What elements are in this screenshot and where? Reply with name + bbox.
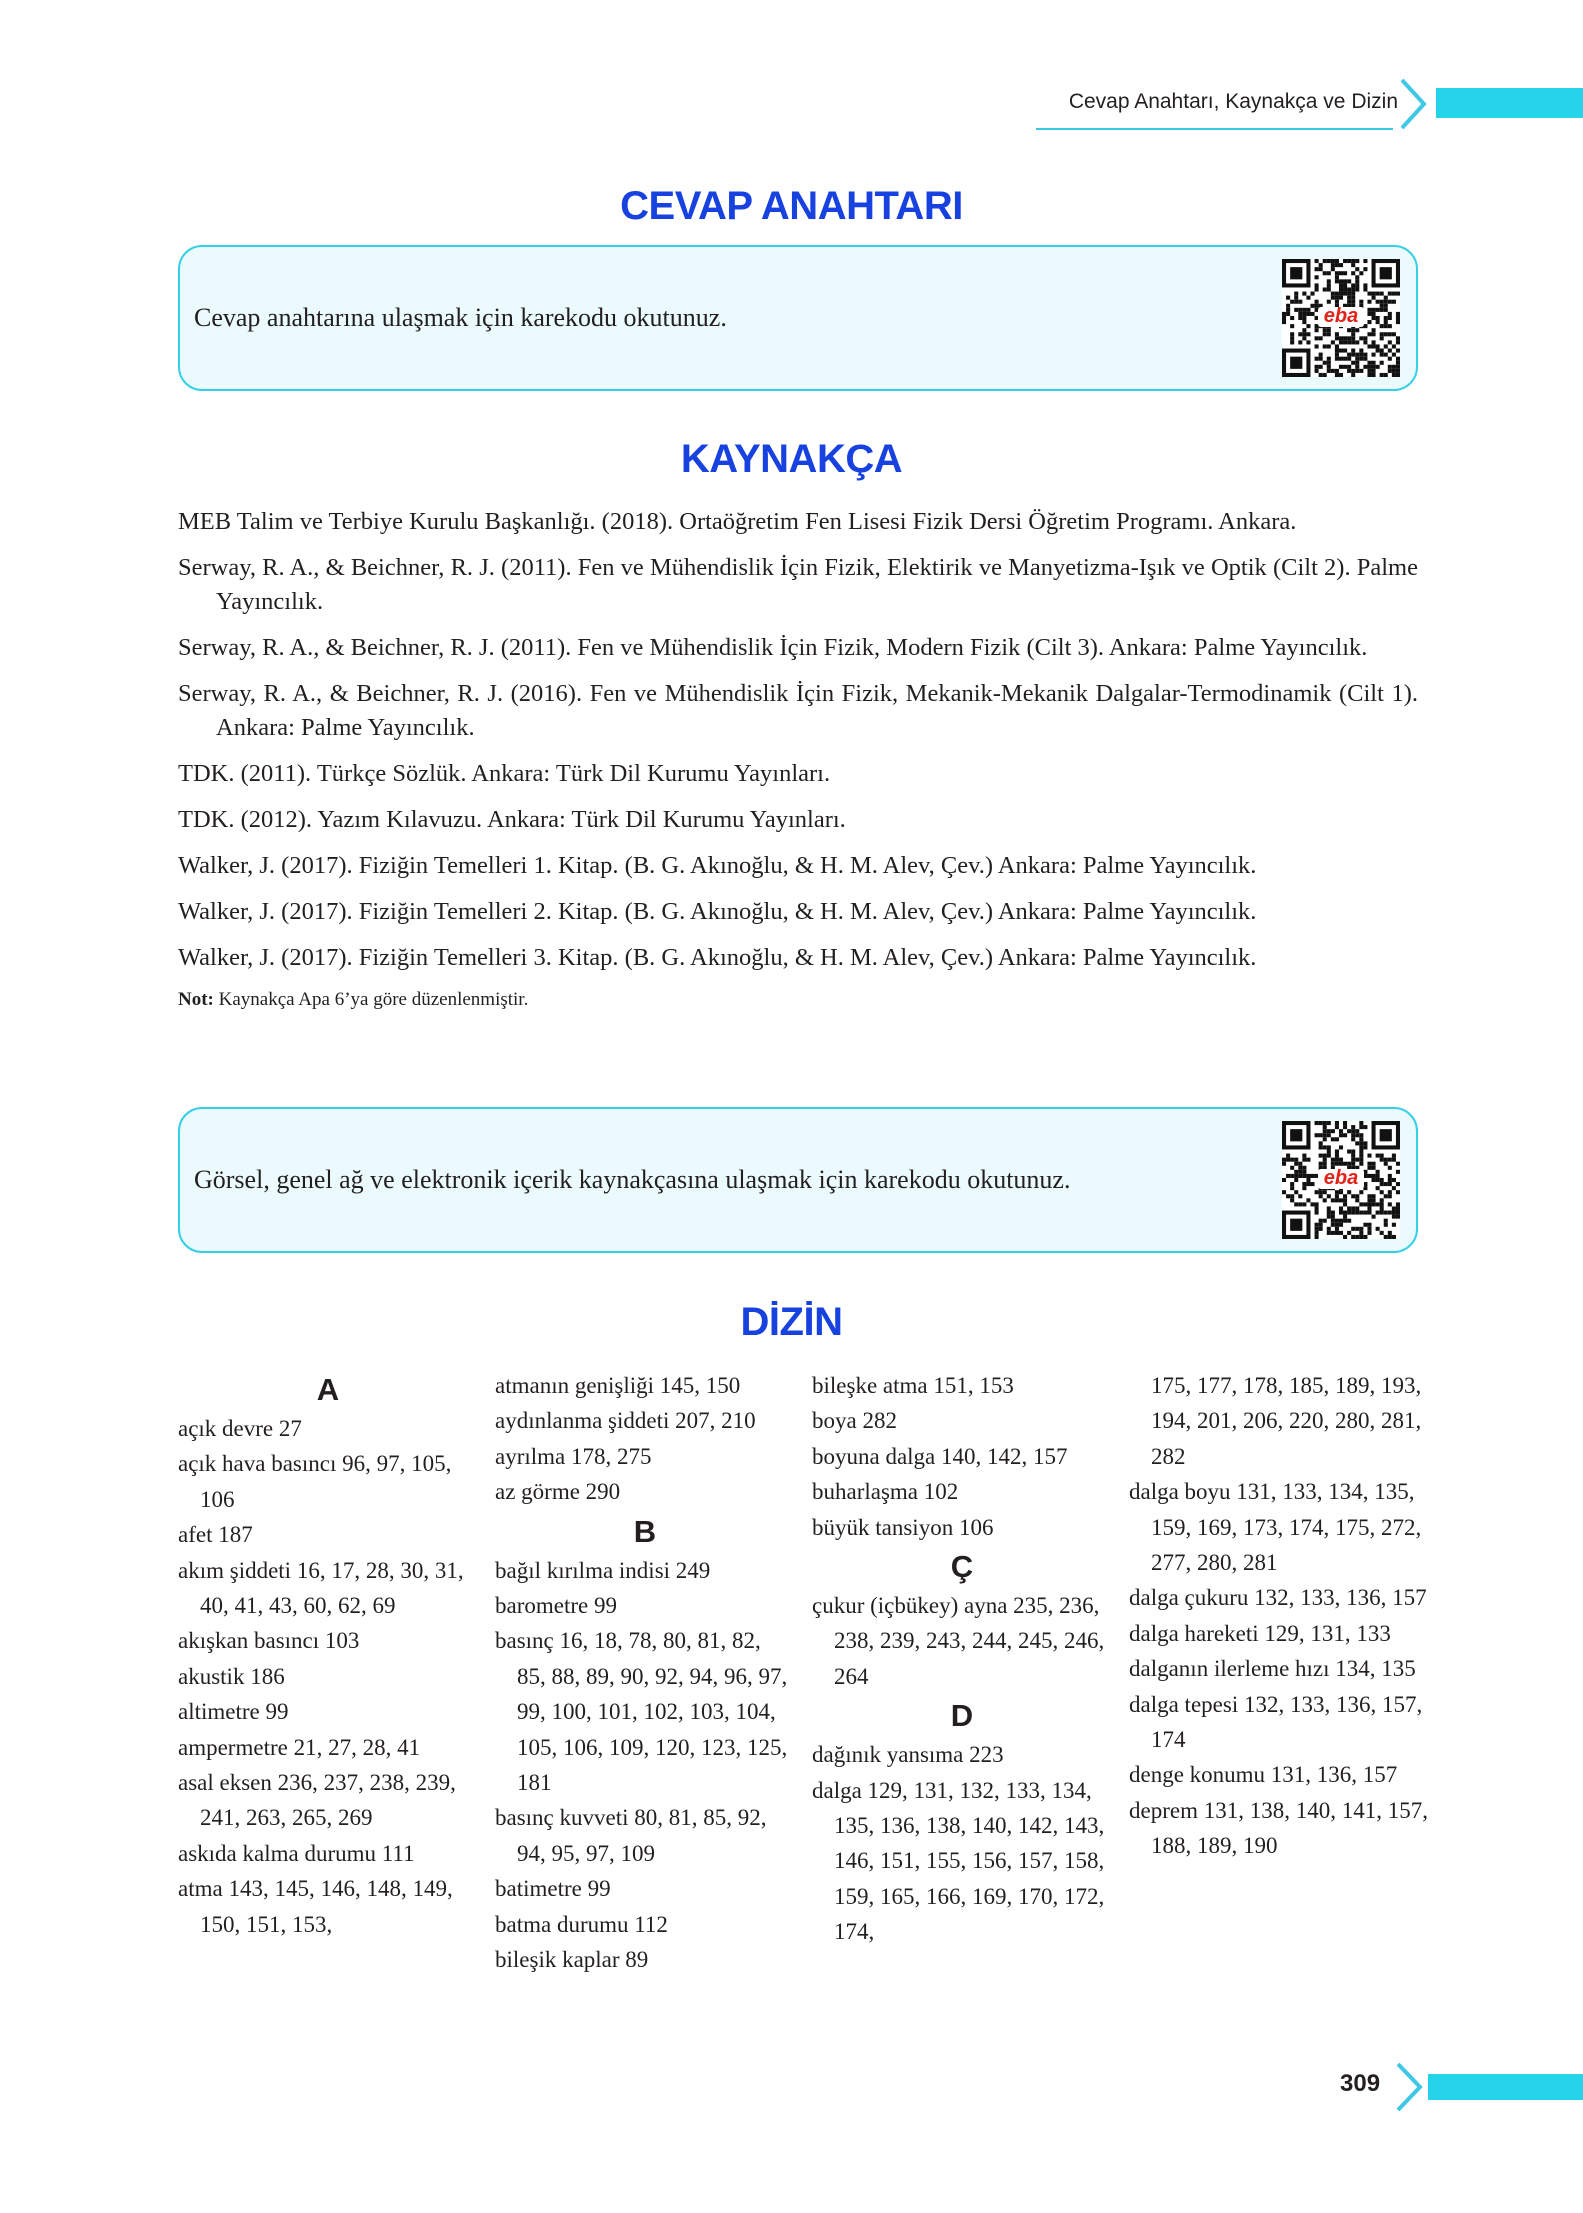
reference-item: Serway, R. A., & Beichner, R. J. (2016). Fen ve Mühendislik İçin Fizik, Mekanik-Mekanik Dalgalar-Termodinamik (Cilt 1). Ankara: Palme Yayıncılık. [178,680,1418,741]
reference-item: Serway, R. A., & Beichner, R. J. (2011). Fen ve Mühendislik İçin Fizik, Elektirik ve Manyetizma-Işık ve Optik (Cilt 2). Palme Yayıncılık. [178,554,1418,615]
index-entry: deprem 131, 138, 140, 141, 157, 188, 189, 190 [1129,1797,1428,1859]
index-entry: akışkan basıncı 103 [178,1628,360,1654]
dizin-title: DİZİN [740,1300,843,1344]
header-chevron-icon [1398,78,1438,130]
reference-list [178,505,1418,1017]
cevap-qr-text: Cevap anahtarına ulaşmak için karekodu okutunuz. [194,303,727,332]
index-entry: akım şiddeti 16, 17, 28, 30, 31, 40, 41, 43, 60, 62, 69 [178,1557,464,1619]
index-entry: büyük tansiyon 106 [812,1514,994,1540]
index-column-3 [812,1368,1112,1950]
index-entry: boyuna dalga 140, 142, 157 [812,1443,1068,1469]
header-underline [1036,128,1393,130]
gorsel-qr-box [178,1107,1418,1253]
index-entry: az görme 290 [495,1479,621,1505]
kaynakca-title: KAYNAKÇA [680,437,903,481]
index-entry: barometre 99 [495,1593,617,1619]
index-column-4 [1129,1368,1429,1864]
index-entry: dalga tepesi 132, 133, 136, 157, 174 [1129,1691,1423,1753]
footer-chevron-icon [1394,2062,1430,2112]
note-text: Kaynakça Apa 6’ya göre düzenlenmiştir. [218,989,529,1010]
index-entry: afet 187 [178,1522,253,1548]
index-entry: denge konumu 131, 136, 157 [1129,1762,1398,1788]
index-column-2 [495,1368,795,1978]
reference-item: MEB Talim ve Terbiye Kurulu Başkanlığı. (2018). Ortaöğretim Fen Lisesi Fizik Dersi Öğretim Programı. Ankara. [178,508,1297,535]
header-color-bar [1436,88,1583,118]
gorsel-qr-code[interactable] [1282,1121,1400,1239]
index-entry: buharlaşma 102 [812,1479,959,1505]
index-entry: bileşik kaplar 89 [495,1947,649,1973]
index-letter-heading: A [316,1372,340,1407]
index-entry: batma durumu 112 [495,1911,668,1937]
page-number: 309 [1340,2070,1381,2097]
reference-note [178,983,1418,1017]
index-entry: açık hava basıncı 96, 97, 105, 106 [178,1451,452,1512]
eba-logo: eba [1323,1167,1359,1189]
index-entry: çukur (içbükey) ayna 235, 236, 238, 239, 243, 244, 245, 246, 264 [812,1593,1105,1689]
reference-item: Walker, J. (2017). Fiziğin Temelleri 3. Kitap. (B. G. Akınoğlu, & H. M. Alev, Çev.) Ankara: Palme Yayıncılık. [178,944,1257,971]
cevap-qr-code[interactable] [1282,259,1400,377]
footer-color-bar [1428,2074,1583,2100]
index-entry: basınç kuvveti 80, 81, 85, 92, 94, 95, 97, 109 [495,1805,767,1866]
index-entry: dalga boyu 131, 133, 134, 135, 159, 169, 173, 174, 175, 272, 277, 280, 281 [1129,1479,1422,1576]
index-entry: ayrılma 178, 275 [495,1443,652,1469]
running-header-title: Cevap Anahtarı, Kaynakça ve Dizin [1068,90,1398,113]
index-entry: atmanın genişliği 145, 150 [495,1373,741,1398]
index-entry: dalganın ilerleme hızı 134, 135 [1129,1656,1416,1682]
cevap-qr-box [178,245,1418,391]
index-entry: ampermetre 21, 27, 28, 41 [178,1734,421,1760]
running-header [1036,78,1583,130]
index-entry: basınç 16, 18, 78, 80, 81, 82, 85, 88, 89, 90, 92, 94, 96, 97, 99, 100, 101, 102, 103, 104, 105, 106, 109, 120, 123, 125, 181 [495,1628,788,1796]
index-entry: aydınlanma şiddeti 207, 210 [495,1408,756,1434]
reference-item: TDK. (2011). Türkçe Sözlük. Ankara: Türk Dil Kurumu Yayınları. [178,760,831,787]
index-entry: altimetre 99 [178,1699,289,1725]
page-footer [1340,2060,1583,2112]
index-entry: dalga 129, 131, 132, 133, 134, 135, 136, 138, 140, 142, 143, 146, 151, 155, 156, 157, 158, 159, 165, 166, 169, 170, 172, 174, [812,1777,1105,1945]
index-entry: dalga hareketi 129, 131, 133 [1129,1620,1391,1646]
index-entry: bileşke atma 151, 153 [812,1373,1014,1398]
index-letter-heading: Ç [950,1549,974,1585]
index-entry: açık devre 27 [178,1416,302,1441]
gorsel-qr-text: Görsel, genel ağ ve elektronik içerik kaynakçasına ulaşmak için karekodu okutunuz. [194,1165,1071,1194]
index-column-1 [178,1368,478,1942]
index-letter-heading: B [633,1513,657,1549]
index-entry: atma 143, 145, 146, 148, 149, 150, 151, 153, [178,1876,453,1937]
index-entry: batimetre 99 [495,1876,611,1902]
reference-item: TDK. (2012). Yazım Kılavuzu. Ankara: Türk Dil Kurumu Yayınları. [178,806,846,833]
reference-item: Serway, R. A., & Beichner, R. J. (2011). Fen ve Mühendislik İçin Fizik, Modern Fizik (Cilt 3). Ankara: Palme Yayıncılık. [178,634,1368,661]
note-label: Not: [178,989,214,1010]
cevap-anahtari-title: CEVAP ANAHTARI [620,184,963,228]
index-entry: askıda kalma durumu 111 [178,1840,415,1866]
index-entry: akustik 186 [178,1663,285,1689]
index-entry: bağıl kırılma indisi 249 [495,1557,711,1583]
index-entry: dalga çukuru 132, 133, 136, 157 [1129,1585,1427,1611]
index-letter-heading: D [950,1698,974,1734]
reference-item: Walker, J. (2017). Fiziğin Temelleri 2. Kitap. (B. G. Akınoğlu, & H. M. Alev, Çev.) Ankara: Palme Yayıncılık. [178,898,1257,925]
index-entry: dağınık yansıma 223 [812,1742,1004,1768]
index-entry: 175, 177, 178, 185, 189, 193, 194, 201, 206, 220, 280, 281, 282 [1151,1373,1422,1469]
reference-item: Walker, J. (2017). Fiziğin Temelleri 1. Kitap. (B. G. Akınoğlu, & H. M. Alev, Çev.) Ankara: Palme Yayıncılık. [178,852,1257,879]
index-entry: asal eksen 236, 237, 238, 239, 241, 263, 265, 269 [178,1770,456,1831]
eba-logo: eba [1323,305,1359,327]
index-entry: boya 282 [812,1408,897,1434]
